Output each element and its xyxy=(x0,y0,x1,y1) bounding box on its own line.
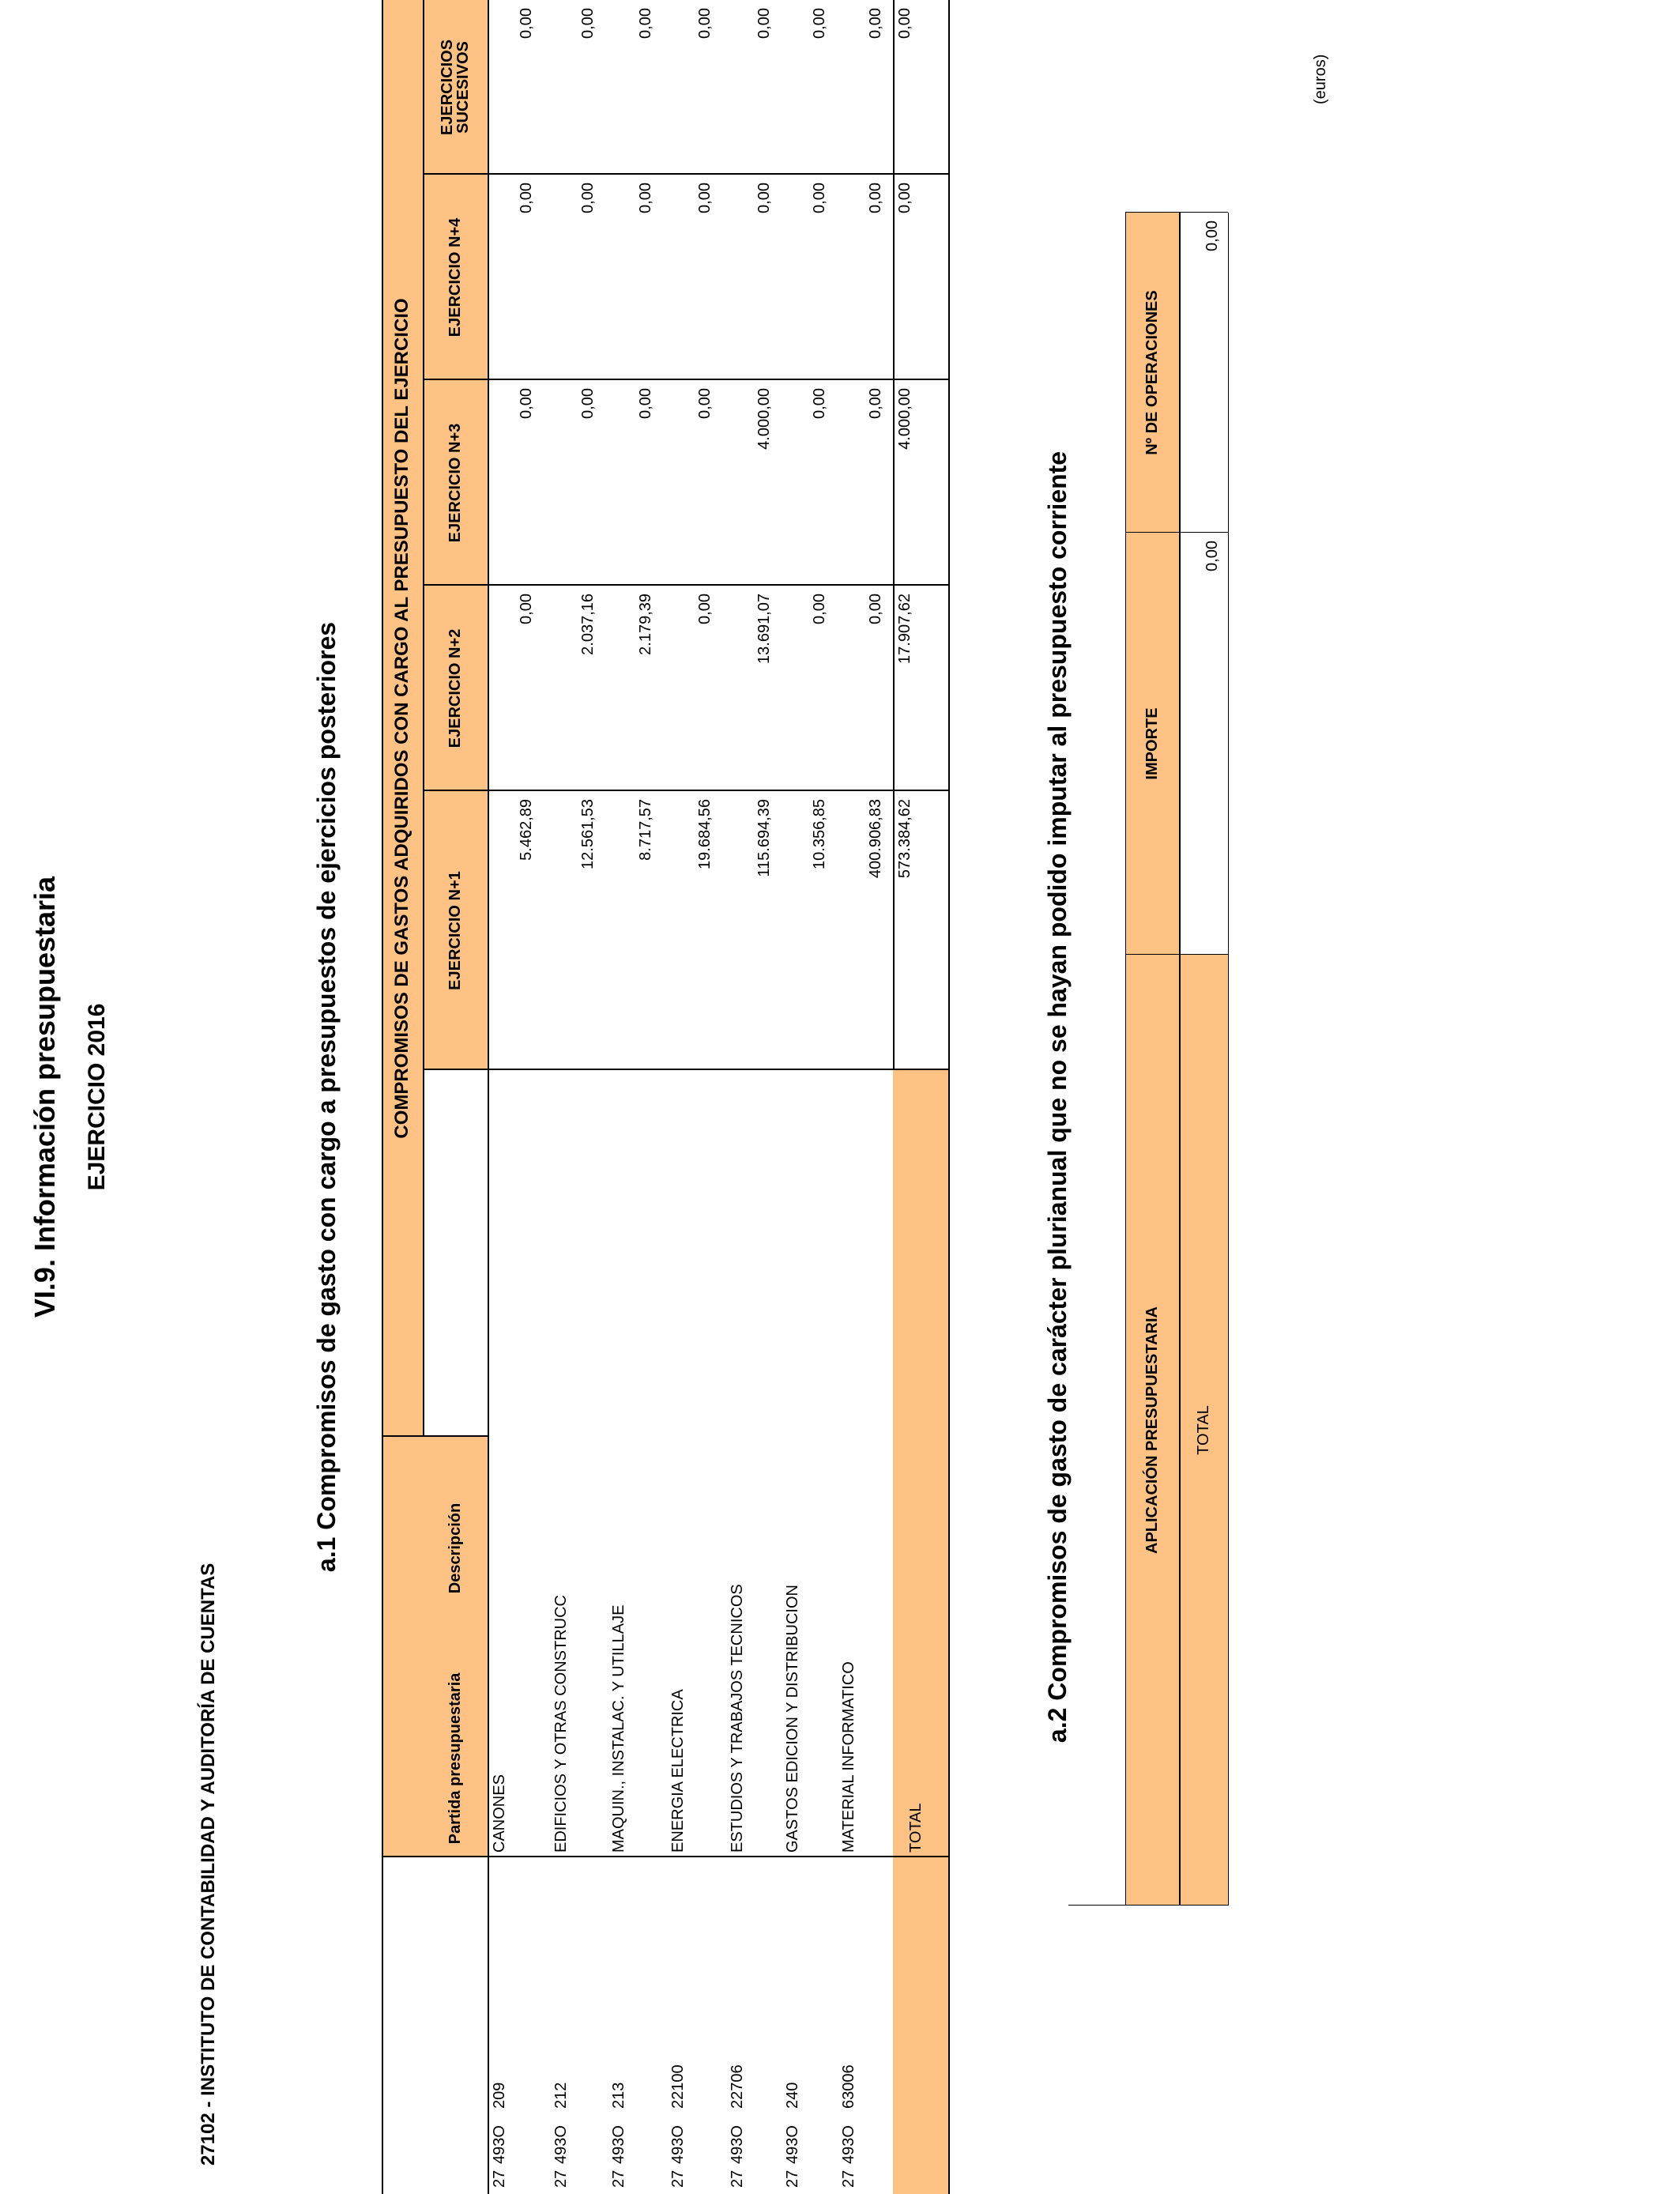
row-sucesivos: 0,00 xyxy=(811,8,828,39)
row-n2: 0,00 xyxy=(811,594,828,624)
column-header-descripcion: Descripción xyxy=(423,1437,488,1660)
row-description: CANONES xyxy=(491,1774,508,1853)
row-n1: 12.561,53 xyxy=(579,799,597,869)
row-sucesivos: 0,00 xyxy=(696,8,714,39)
row-n3: 0,00 xyxy=(696,388,714,419)
column-header-n4: EJERCICIO N+4 xyxy=(423,175,488,380)
total-n3: 4.000,00 xyxy=(896,388,913,450)
row-n3: 4.000,00 xyxy=(755,388,773,450)
row-description: ENERGIA ELECTRICA xyxy=(669,1689,687,1853)
a2-total-importe: 0,00 xyxy=(1203,541,1221,571)
total-n4: 0,00 xyxy=(896,183,913,213)
row-n2: 2.037,16 xyxy=(579,594,597,655)
column-header-n3: EJERCICIO N+3 xyxy=(423,380,488,586)
row-n1: 10.356,85 xyxy=(811,799,828,869)
row-sucesivos: 0,00 xyxy=(518,8,535,39)
row-prog: 493O xyxy=(610,2125,627,2164)
sucesivos-line-2: SUCESIVOS xyxy=(454,41,472,134)
total-n2: 17.907,62 xyxy=(896,594,913,664)
row-sucesivos: 0,00 xyxy=(755,8,773,39)
row-n4: 0,00 xyxy=(867,183,884,213)
row-n2: 0,00 xyxy=(696,594,714,624)
row-org: 27 xyxy=(491,2169,508,2188)
report-title: VI.9. Información presupuestaria xyxy=(28,876,61,1318)
currency-unit: (euros) xyxy=(1312,54,1329,104)
row-prog: 493O xyxy=(669,2125,687,2164)
row-eco: 63006 xyxy=(840,2064,857,2109)
row-sucesivos: 0,00 xyxy=(579,8,597,39)
row-description: MAQUIN., INSTALAC. Y UTILLAJE xyxy=(610,1604,627,1853)
row-sucesivos: 0,00 xyxy=(637,8,654,39)
total-sucesivos: 0,00 xyxy=(896,8,913,39)
row-n3: 0,00 xyxy=(811,388,828,419)
total-label: TOTAL xyxy=(907,1803,925,1853)
row-n4: 0,00 xyxy=(811,183,828,213)
row-eco: 240 xyxy=(784,2082,801,2109)
row-eco: 22706 xyxy=(729,2064,746,2109)
row-n1: 5.462,89 xyxy=(518,799,535,861)
column-header-aplicacion: APLICACIÓN PRESUPUESTARIA xyxy=(1125,955,1179,1906)
a2-table-rule xyxy=(1125,954,1228,955)
row-prog: 493O xyxy=(491,2125,508,2164)
row-n1: 400.906,83 xyxy=(867,799,884,879)
row-org: 27 xyxy=(784,2169,801,2188)
row-prog: 493O xyxy=(784,2125,801,2164)
row-description: ESTUDIOS Y TRABAJOS TECNICOS xyxy=(729,1584,746,1853)
organization-name: 27102 - INSTITUTO DE CONTABILIDAD Y AUDITORÍA DE CUENTAS xyxy=(198,1563,219,2166)
row-n3: 0,00 xyxy=(518,388,535,419)
row-org: 27 xyxy=(669,2169,687,2188)
a2-table-border xyxy=(1125,212,1228,213)
a2-table-rule xyxy=(1125,213,1126,1906)
section-a2-title: a.2 Compromisos de gasto de carácter plurianual que no se hayan podido imputar al presupuesto corriente xyxy=(1043,450,1072,1744)
row-description: EDIFICIOS Y OTRAS CONSTRUCC xyxy=(552,1595,570,1853)
row-eco: 22100 xyxy=(669,2064,687,2109)
row-n4: 0,00 xyxy=(755,183,773,213)
row-description: MATERIAL INFORMATICO xyxy=(840,1661,857,1853)
row-n2: 0,00 xyxy=(867,594,884,624)
sucesivos-line-1: EJERCICIOS xyxy=(439,39,456,136)
row-eco: 212 xyxy=(552,2082,570,2109)
total-n1: 573.384,62 xyxy=(896,799,913,879)
section-a1-title: a.1 Compromisos de gasto con cargo a presupuestos de ejercicios posteriores xyxy=(312,621,341,1573)
row-n2: 2.179,39 xyxy=(637,594,654,655)
row-n3: 0,00 xyxy=(637,388,654,419)
row-org: 27 xyxy=(840,2169,857,2188)
row-n2: 13.691,07 xyxy=(755,594,773,664)
row-n3: 0,00 xyxy=(579,388,597,419)
a2-total-operaciones: 0,00 xyxy=(1203,221,1221,251)
row-eco: 209 xyxy=(491,2082,508,2109)
row-prog: 493O xyxy=(729,2125,746,2164)
a2-total-label: TOTAL xyxy=(1194,1405,1212,1455)
a2-table-border xyxy=(1228,213,1229,1906)
fiscal-year-title: EJERCICIO 2016 xyxy=(84,1003,110,1191)
row-n2: 0,00 xyxy=(518,594,535,624)
a2-table-rule xyxy=(1125,532,1228,533)
row-n4: 0,00 xyxy=(579,183,597,213)
row-eco: 213 xyxy=(610,2082,627,2109)
row-n4: 0,00 xyxy=(637,183,654,213)
row-n4: 0,00 xyxy=(696,183,714,213)
row-prog: 493O xyxy=(840,2125,857,2164)
row-org: 27 xyxy=(729,2169,746,2188)
row-description: GASTOS EDICION Y DISTRIBUCION xyxy=(784,1585,801,1853)
a2-total-label-cell xyxy=(1179,955,1228,1906)
column-header-importe: IMPORTE xyxy=(1125,533,1179,955)
row-prog: 493O xyxy=(552,2125,570,2164)
column-header-operaciones: Nº DE OPERACIONES xyxy=(1125,213,1179,533)
a2-table-rule xyxy=(1179,213,1181,1906)
row-org: 27 xyxy=(610,2169,627,2188)
row-n4: 0,00 xyxy=(518,183,535,213)
group-header-compromisos: COMPROMISOS DE GASTOS ADQUIRIDOS CON CARGO AL PRESUPUESTO DEL EJERCICIO xyxy=(382,0,423,1437)
column-header-partida: Partida presupuestaria xyxy=(423,1660,488,1857)
row-n1: 115.694,39 xyxy=(755,799,773,877)
column-header-n2: EJERCICIO N+2 xyxy=(423,586,488,791)
row-n3: 0,00 xyxy=(867,388,884,419)
a2-table-border xyxy=(1068,1905,1228,1906)
row-org: 27 xyxy=(552,2169,570,2188)
row-n1: 8.717,57 xyxy=(637,799,654,861)
row-n1: 19.684,56 xyxy=(696,799,714,869)
row-sucesivos: 0,00 xyxy=(867,8,884,39)
column-header-n1: EJERCICIO N+1 xyxy=(423,791,488,1070)
